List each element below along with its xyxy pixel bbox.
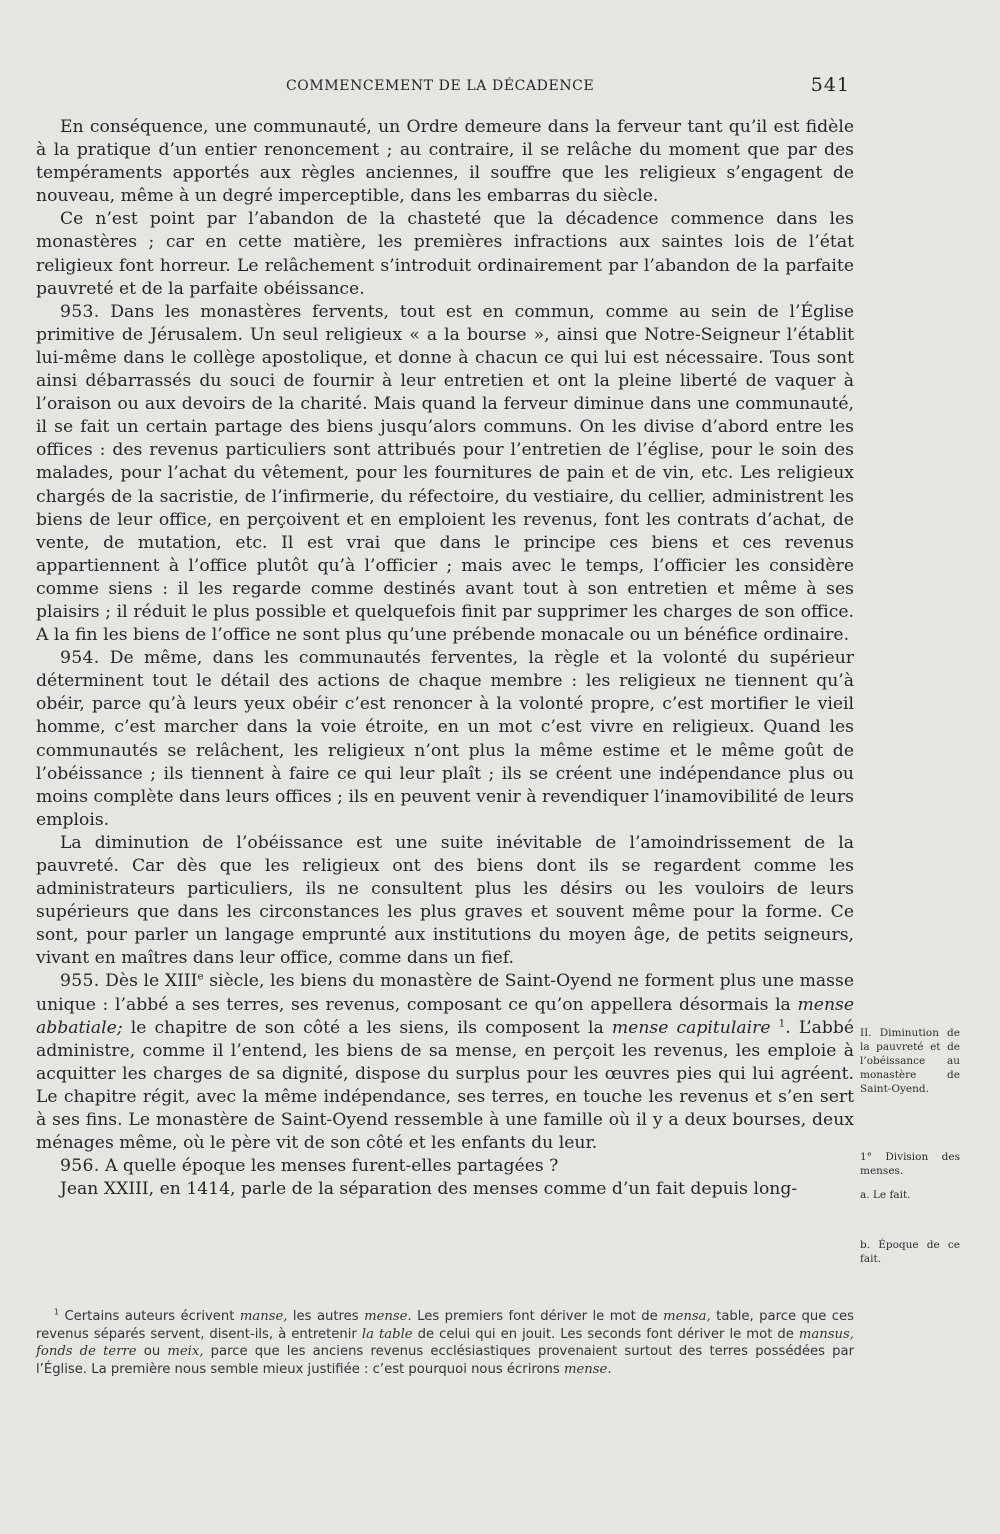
paragraph-number: 954. xyxy=(60,648,100,669)
paragraph-953: 953. Dans les monastères fervents, tout est en commun, comme au sein de l’Église primitive de Jérusalem. Un seul religieux « a la bourse », ainsi que Notre-Seigneur l’établit lui-même dans le collège apostolique, et donne à chacun ce qui lui est nécessaire. Tous sont ainsi débarrassés du souci de fournir à leur entretien et ont la pleine liberté de vaquer à l’oraison ou aux devoirs de la charité. Mais quand la ferveur diminue dans une communauté, il se fait un certain partage des biens jusqu’alors communs. On les divise d’abord entre les offices : des revenus particuliers sont attribués pour l’entretien de l’église, pour le soin des malades, pour l’achat du vêtement, pour les fournitures de pain et de vin, etc. Les religieux chargés de la sacristie, de l’infirmerie, du réfectoire, du vestiaire, du cellier, administrent les biens de leur office, en perçoivent et en emploient les revenus, font les contrats d’achat, de vente, de mutation, etc. Il est vrai que dans le principe ces biens et ces revenus appartiennent à l’office plutôt qu’à l’officier ; mais avec le temps, l’officier les considère comme siens : il les regarde comme destinés avant tout à son entretien et même à ses plaisirs ; il réduit le plus possible et quelquefois finit par supprimer les charges de son office. A la fin les biens de l’office ne sont plus qu’une prébende monacale ou un bénéfice ordinaire. xyxy=(36,301,854,646)
running-header xyxy=(0,76,1000,100)
paragraph-number: 953. xyxy=(60,301,100,322)
footnotes xyxy=(36,1308,854,1378)
page-number: 541 xyxy=(810,74,850,96)
paragraph: Jean XXIII, en 1414, parle de la séparation des menses comme d’un fait depuis long- xyxy=(60,1179,798,1200)
margin-note-fait: a. Le fait. xyxy=(860,1189,911,1201)
margin-note-diminution: II. Diminution de la pauvreté et de l’obéissance au monastère de Saint-Oyend. xyxy=(860,1027,960,1095)
paragraph-number: 955. xyxy=(60,971,100,992)
chapter-title: COMMENCEMENT DE LA DÉCADENCE xyxy=(286,78,595,94)
footnote: $^1$ Certains auteurs écrivent manse, les autres mense. Les premiers font dériver le mot de mensa, table, parce que ces revenus séparés servent, disent-ils, à entretenir la table de celui qui en jouit. Les seconds font dériver le mot de mansus, fonds de terre ou meix, parce que les anciens revenus ecclésiastiques provenaient surtout des terres possédées par l’Église. La première nous semble mieux justifiée : c’est pourquoi nous écrirons mense. xyxy=(36,1307,855,1377)
paragraph-number: 956. xyxy=(60,1156,100,1177)
paragraph-956: 956. A quelle époque les menses furent-elles partagées ? xyxy=(60,1156,559,1177)
paragraph-955: 955. Dès le XIIIe siècle, les biens du monastère de Saint-Oyend ne forment plus une masse unique : l’abbé a ses terres, ses revenus, composant ce qu’on appellera désormais la mense abbatiale; le chapitre de son côté a les siens, ils composent la mense capitulaire $^1$. L’abbé administre, comme il l’entend, les biens de sa mense, en perçoit les revenus, les emploie à acquitter les charges de sa dignité, dispose du surplus pour les œuvres pies qui lui agréent. Le chapitre régit, avec la même indépendance, ses terres, en touche les revenus et s’en sert à ses fins. Le monastère de Saint-Oyend ressemble à une famille où il y a deux bourses, deux ménages même, où le père vit de son côté et les enfants du leur. xyxy=(36,970,854,1154)
footnote-mark: 1 xyxy=(54,1307,60,1317)
margin-note-epoque: b. Époque de ce fait. xyxy=(860,1239,960,1265)
paragraph: En conséquence, une communauté, un Ordre demeure dans la ferveur tant qu’il est fidèle à la pratique d’un entier renoncement ; au contraire, il se relâche du moment que par des tempéraments apportés aux règles anciennes, il souffre que les religieux s’engagent de nouveau, même à un degré imperceptible, dans les embarras du siècle. xyxy=(36,117,854,207)
paragraph-954: 954. De même, dans les communautés ferventes, la règle et la volonté du supérieur déterminent tout le détail des actions de chaque membre : les religieux ne tiennent qu’à obéir, parce qu’à leurs yeux obéir c’est renoncer à la volonté propre, c’est mortifier le vieil homme, c’est marcher dans la voie étroite, en un mot c’est vivre en religieux. Quand les communautés se relâchent, les religieux n’ont plus la même estime et le même goût de l’obéissance ; ils tiennent à faire ce qui leur plaît ; ils se créent une indépendance plus ou moins complète dans leurs offices ; ils en peuvent venir à revendiquer l’inamovibilité de leurs emplois. xyxy=(36,648,854,830)
main-text xyxy=(36,116,854,1201)
margin-note-division: 1° Division des menses. xyxy=(860,1151,960,1177)
paragraph: La diminution de l’obéissance est une suite inévitable de l’amoindrissement de la pauvreté. Car dès que les religieux ont des biens dont ils se regardent comme les administrateurs particuliers, ils ne consultent plus les désirs ou les vouloirs de leurs supérieurs que dans les circonstances les plus graves et souvent même pour la forme. Ce sont, pour parler un langage emprunté aux institutions du moyen âge, de petits seigneurs, vivant en maîtres dans leur office, comme dans un fief. xyxy=(36,832,854,969)
paragraph: Ce n’est point par l’abandon de la chasteté que la décadence commence dans les monastères ; car en cette matière, les premières infractions aux saintes lois de l’état religieux font horreur. Le relâchement s’introduit ordinairement par l’abandon de la parfaite pauvreté et de la parfaite obéissance. xyxy=(36,209,854,299)
footnote-ref[interactable]: 1 xyxy=(778,1016,786,1029)
